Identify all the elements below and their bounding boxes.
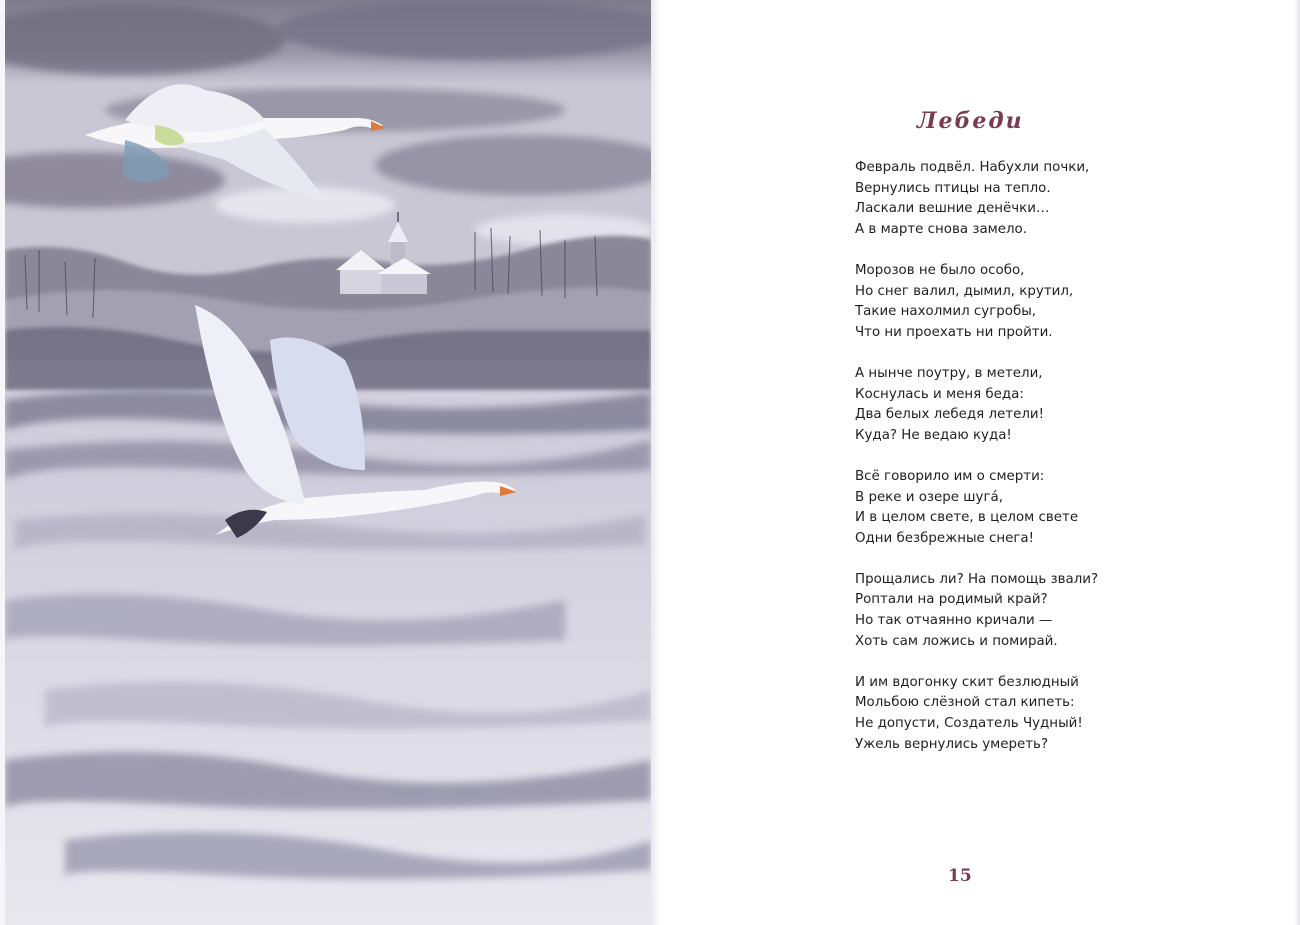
- stanza: [855, 467, 1098, 549]
- poem-line: Хоть сам ложись и помирай.: [855, 633, 1058, 649]
- winter-landscape: [5, 0, 651, 925]
- poem-line: Морозов не было особо,: [855, 262, 1025, 278]
- page-edge: [1294, 0, 1300, 925]
- poem-line: Ужель вернулись умереть?: [855, 736, 1049, 752]
- poem-line: Но так отчаянно кричали —: [855, 613, 1053, 629]
- poem-line: А нынче поутру, в метели,: [855, 365, 1043, 381]
- poem-line: А в марте снова замело.: [855, 221, 1028, 237]
- poem-line: Февраль подвёл. Набухли почки,: [855, 160, 1090, 175]
- stanza: [855, 673, 1098, 755]
- poem-line: Ласкали вешние денёчки…: [855, 201, 1050, 217]
- poem-title: Лебеди: [917, 108, 1024, 134]
- poem-line: Всё говорило им о смерти:: [855, 468, 1045, 484]
- poem-line: В реке и озере шуга́,: [855, 489, 1003, 505]
- stanza: [855, 261, 1098, 343]
- poem-line: Прощались ли? На помощь звали?: [855, 571, 1099, 587]
- page-number: 15: [948, 866, 972, 886]
- poem-line: И им вдогонку скит безлюдный: [855, 674, 1079, 690]
- text-page: [665, 0, 1300, 925]
- poem-line: Такие нахолмил сугробы,: [855, 304, 1037, 320]
- poem-line: Одни безбрежные снега!: [855, 530, 1034, 546]
- stanza: [855, 570, 1098, 652]
- stanza: [855, 158, 1098, 240]
- poem-line: Куда? Не ведаю куда!: [855, 427, 1012, 443]
- page-gutter: [651, 0, 665, 925]
- poem-line: Мольбою слёзной стал кипеть:: [855, 695, 1075, 711]
- poem-line: Что ни проехать ни пройти.: [855, 324, 1053, 340]
- poem-line: Два белых лебедя летели!: [855, 407, 1044, 423]
- poem-line: Коснулась и меня беда:: [855, 386, 1024, 402]
- poem-line: Не допусти, Создатель Чудный!: [855, 716, 1083, 732]
- poem-line: Роптали на родимый край?: [855, 592, 1048, 608]
- stanza: [855, 364, 1098, 446]
- poem-line: Но снег валил, дымил, крутил,: [855, 283, 1074, 299]
- poem-body: [855, 158, 1098, 776]
- watercolor-illustration: [5, 0, 651, 925]
- poem-line: И в целом свете, в целом свете: [855, 510, 1079, 526]
- poem-line: Вернулись птицы на тепло.: [855, 180, 1051, 196]
